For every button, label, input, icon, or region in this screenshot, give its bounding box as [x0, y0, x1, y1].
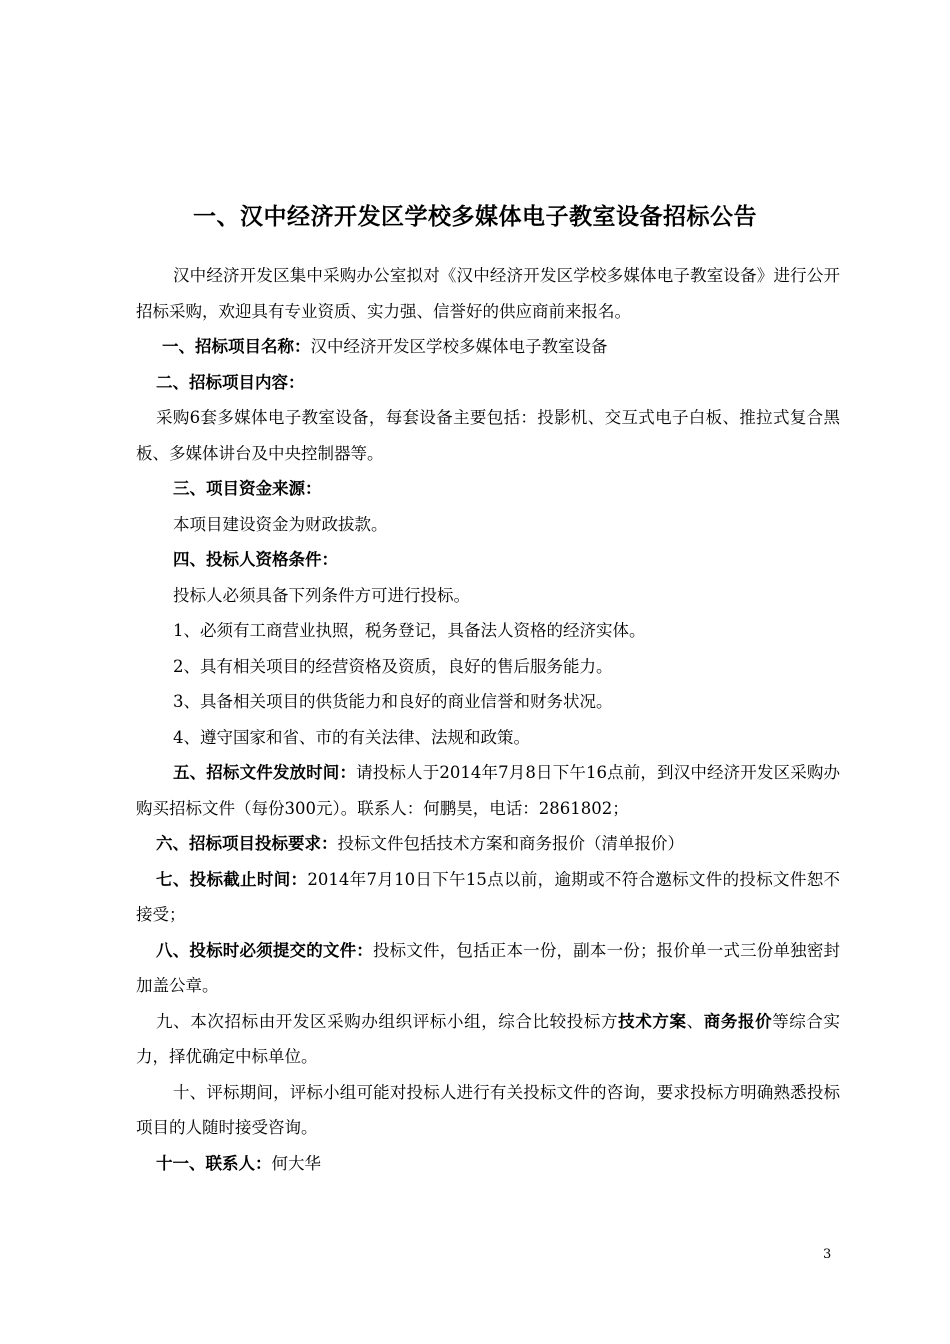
section-11-text: 何大华	[271, 1153, 321, 1173]
section-11-label: 十一、联系人：	[156, 1153, 272, 1173]
section-7	[136, 862, 840, 933]
section-3-label: 三、项目资金来源：	[173, 479, 322, 498]
section-2-heading	[136, 365, 840, 401]
section-6	[136, 826, 840, 862]
section-9-separator: 、	[686, 1011, 704, 1031]
section-1	[136, 329, 840, 365]
section-5-label: 五、招标文件发放时间：	[173, 763, 357, 782]
section-4-intro: 投标人必须具备下列条件方可进行投标。	[173, 585, 470, 605]
section-9-bold-commercial: 商务报价	[703, 1011, 773, 1031]
page-title: 一、汉中经济开发区学校多媒体电子教室设备招标公告	[193, 204, 757, 230]
section-9-text-end: 等综合实力，择优确定中标单位。	[136, 1011, 841, 1066]
section-7-text: 2014年7月10日下午15点以前，逾期或不符合邀标文件的投标文件恕不接受；	[136, 869, 841, 924]
section-1-text: 汉中经济开发区学校多媒体电子教室设备	[310, 337, 608, 356]
section-8-label: 八、投标时必须提交的文件：	[156, 940, 373, 960]
section-4-label: 四、投标人资格条件：	[173, 550, 338, 569]
list-item: 2、具有相关项目的经营资格及资质，良好的售后服务能力。	[173, 656, 613, 676]
section-3-heading	[136, 471, 840, 507]
document-body	[136, 258, 840, 1181]
section-7-label: 七、投标截止时间：	[156, 869, 308, 889]
section-6-text: 投标文件包括技术方案和商务报价（清单报价）	[337, 834, 684, 853]
section-10: 十、评标期间，评标小组可能对投标人进行有关投标文件的咨询，要求投标方明确熟悉投标项目的人随时接受咨询。	[136, 1082, 840, 1137]
list-item: 3、具备相关项目的供货能力和良好的商业信誉和财务状况。	[173, 692, 613, 711]
list-item: 1、必须有工商营业执照，税务登记，具备法人资格的经济实体。	[173, 621, 646, 640]
section-2-text: 采购6套多媒体电子教室设备，每套设备主要包括：投影机、交互式电子白板、推拉式复合黑板、多媒体讲台及中央控制器等。	[136, 408, 840, 463]
section-5	[136, 755, 840, 826]
section-9	[136, 1004, 840, 1075]
section-11	[136, 1146, 840, 1182]
section-4-heading	[136, 542, 840, 578]
page-number: 3	[823, 1247, 832, 1262]
section-5-text: 请投标人于2014年7月8日下午16点前，到汉中经济开发区采购办购买招标文件（每份300元）。联系人：何鹏昊，电话：2861802；	[136, 763, 841, 818]
list-item: 4、遵守国家和省、市的有关法律、法规和政策。	[173, 727, 530, 747]
section-9-bold-technical: 技术方案	[618, 1011, 687, 1031]
section-9-text: 九、本次招标由开发区采购办组织评标小组，综合比较投标方	[156, 1011, 619, 1031]
section-3-text: 本项目建设资金为财政拔款。	[173, 514, 388, 534]
section-8-text: 投标文件，包括正本一份，副本一份；报价单一式三份单独密封加盖公章。	[136, 940, 840, 995]
intro-paragraph: 汉中经济开发区集中采购办公室拟对《汉中经济开发区学校多媒体电子教室设备》进行公开招标采购，欢迎具有专业资质、实力强、信誉好的供应商前来报名。	[136, 266, 840, 321]
section-6-label: 六、招标项目投标要求：	[156, 834, 338, 853]
section-2-label: 二、招标项目内容：	[156, 372, 305, 392]
section-8	[136, 933, 840, 1004]
section-1-label: 一、招标项目名称：	[162, 337, 311, 356]
